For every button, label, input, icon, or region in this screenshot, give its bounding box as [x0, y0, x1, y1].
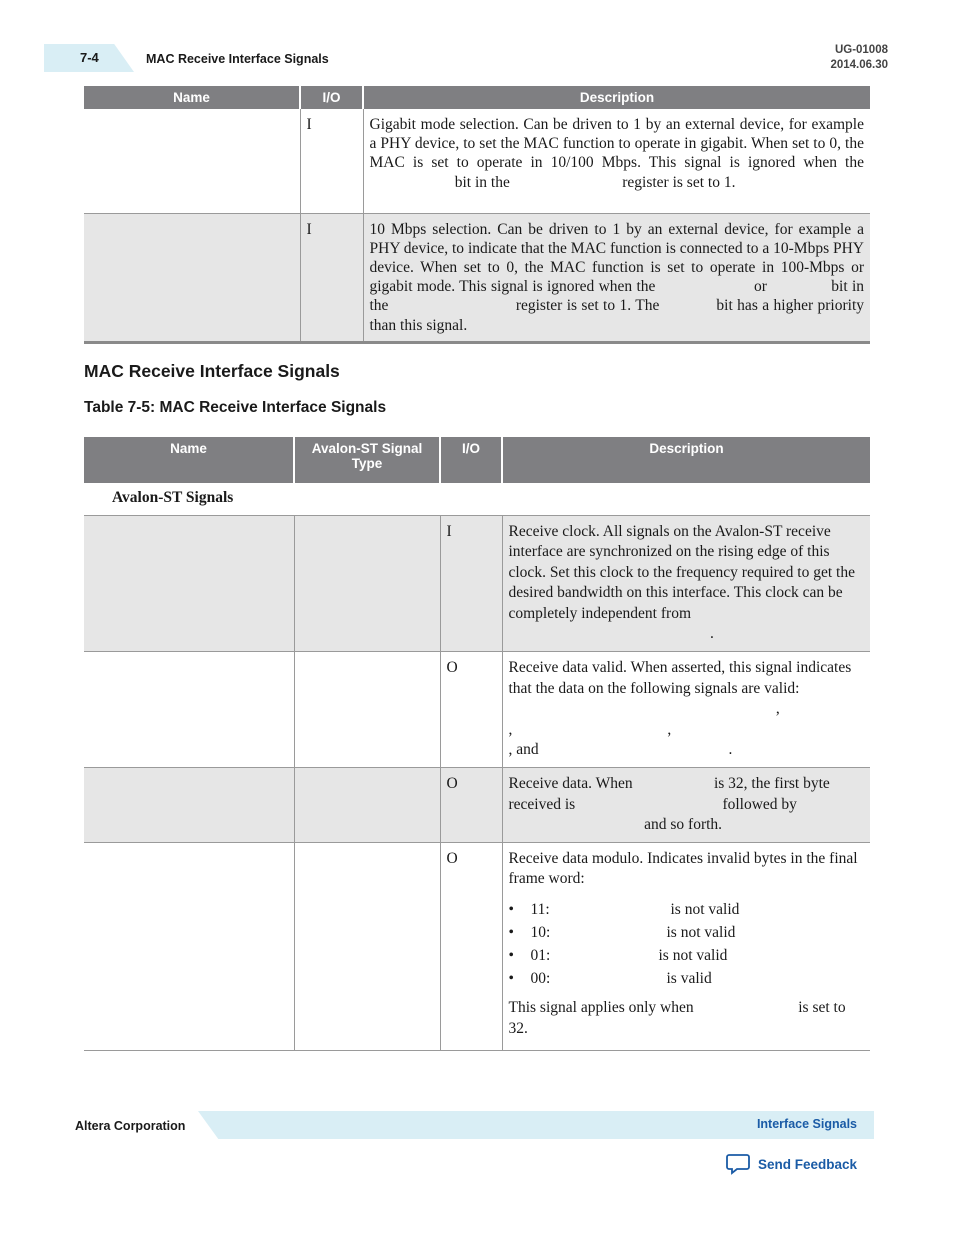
bullet-value: 00: — [530, 970, 551, 987]
table-row — [84, 652, 870, 768]
bullet-text: is valid — [666, 970, 712, 987]
signal-type-cell — [294, 842, 440, 1050]
signal-name-cell — [84, 515, 294, 652]
table-header-row — [84, 437, 870, 483]
bullet-value: 01: — [530, 947, 551, 964]
bullet-list — [509, 898, 865, 990]
list-item — [509, 921, 865, 944]
io-cell: O — [440, 842, 502, 1050]
io-cell: I — [300, 213, 363, 342]
group-label: Avalon-ST Signals — [84, 483, 870, 515]
table-header-row — [84, 86, 870, 109]
column-header-description: Description — [502, 437, 870, 483]
table-caption: Table 7-5: MAC Receive Interface Signals — [84, 399, 387, 416]
description-cell: Receive clock. All signals on the Avalon-ST receive interface are synchronized on the rising edge of this clock. Set this clock to the frequency required to get the desired bandwidth on this interface. This clock can be completely independent from . — [502, 515, 870, 652]
mac-receive-signals-table — [84, 437, 870, 1051]
bullet-text: is not valid — [666, 924, 736, 941]
running-header-title: MAC Receive Interface Signals — [146, 52, 329, 66]
send-feedback-link[interactable] — [726, 1153, 857, 1175]
column-header-description: Description — [363, 86, 870, 109]
description-cell: Receive data valid. When asserted, this signal indicates that the data on the following signals are valid: , , , , and . — [502, 652, 870, 768]
signal-name-cell — [84, 109, 300, 213]
table-row — [84, 842, 870, 1050]
list-item — [509, 967, 865, 990]
io-cell: O — [440, 768, 502, 843]
column-header-name: Name — [84, 86, 300, 109]
signal-name-cell — [84, 842, 294, 1050]
description-outro: This signal applies only when is set to 32. — [508, 999, 846, 1037]
table-row — [84, 768, 870, 843]
bullet-value: 11: — [530, 901, 550, 918]
table-row — [84, 515, 870, 652]
description-cell: Receive data. When is 32, the first byte received is followed by and so forth. — [502, 768, 870, 843]
list-item — [509, 898, 865, 921]
table-row — [84, 109, 870, 213]
chapter-link[interactable]: Interface Signals — [756, 1117, 857, 1131]
column-header-name: Name — [84, 437, 294, 483]
io-cell: I — [300, 109, 363, 213]
io-cell: I — [440, 515, 502, 652]
signal-type-cell — [294, 768, 440, 843]
signals-table-continued — [84, 86, 870, 344]
doc-id: UG-01008 — [834, 44, 888, 56]
io-cell: O — [440, 652, 502, 768]
signal-type-cell — [294, 515, 440, 652]
description-cell: Gigabit mode selection. Can be driven to 1 by an external device, for example a PHY device, to set the MAC function to operate in gigabit. When set to 0, the MAC is set to operate in 10/100 Mbps. This signal is ignored when the bit in the register is set to 1. — [363, 109, 870, 213]
signal-name-cell — [84, 652, 294, 768]
list-item — [509, 944, 865, 967]
doc-info — [830, 43, 888, 73]
bullet-text: is not valid — [670, 901, 740, 918]
description-cell — [502, 842, 870, 1050]
signal-name-cell — [84, 213, 300, 342]
column-header-signal-type: Avalon-ST Signal Type — [294, 437, 440, 483]
bullet-text: is not valid — [658, 947, 728, 964]
page-number: 7-4 — [80, 50, 99, 65]
column-header-io: I/O — [300, 86, 363, 109]
signal-type-cell — [294, 652, 440, 768]
section-heading: MAC Receive Interface Signals — [84, 361, 340, 381]
signal-name-cell — [84, 768, 294, 843]
bullet-value: 10: — [530, 924, 551, 941]
group-row — [84, 483, 870, 515]
company-name: Altera Corporation — [75, 1119, 186, 1133]
table-row — [84, 213, 870, 342]
column-header-io: I/O — [440, 437, 502, 483]
feedback-label[interactable]: Send Feedback — [758, 1156, 858, 1172]
description-cell: 10 Mbps selection. Can be driven to 1 by an external device, for example a PHY device, to indicate that the MAC function is connected to a 10-Mbps PHY device. When set to 0, the MAC function is set to operate in 100-Mbps or gigabit mode. This signal is ignored when the or bit in the register is set to 1. The bit has a higher priority than this signal. — [363, 213, 870, 342]
speech-bubble-icon — [726, 1153, 750, 1175]
doc-date: 2014.06.30 — [830, 59, 888, 71]
description-intro: Receive data modulo. Indicates invalid bytes in the final frame word: — [508, 849, 858, 888]
